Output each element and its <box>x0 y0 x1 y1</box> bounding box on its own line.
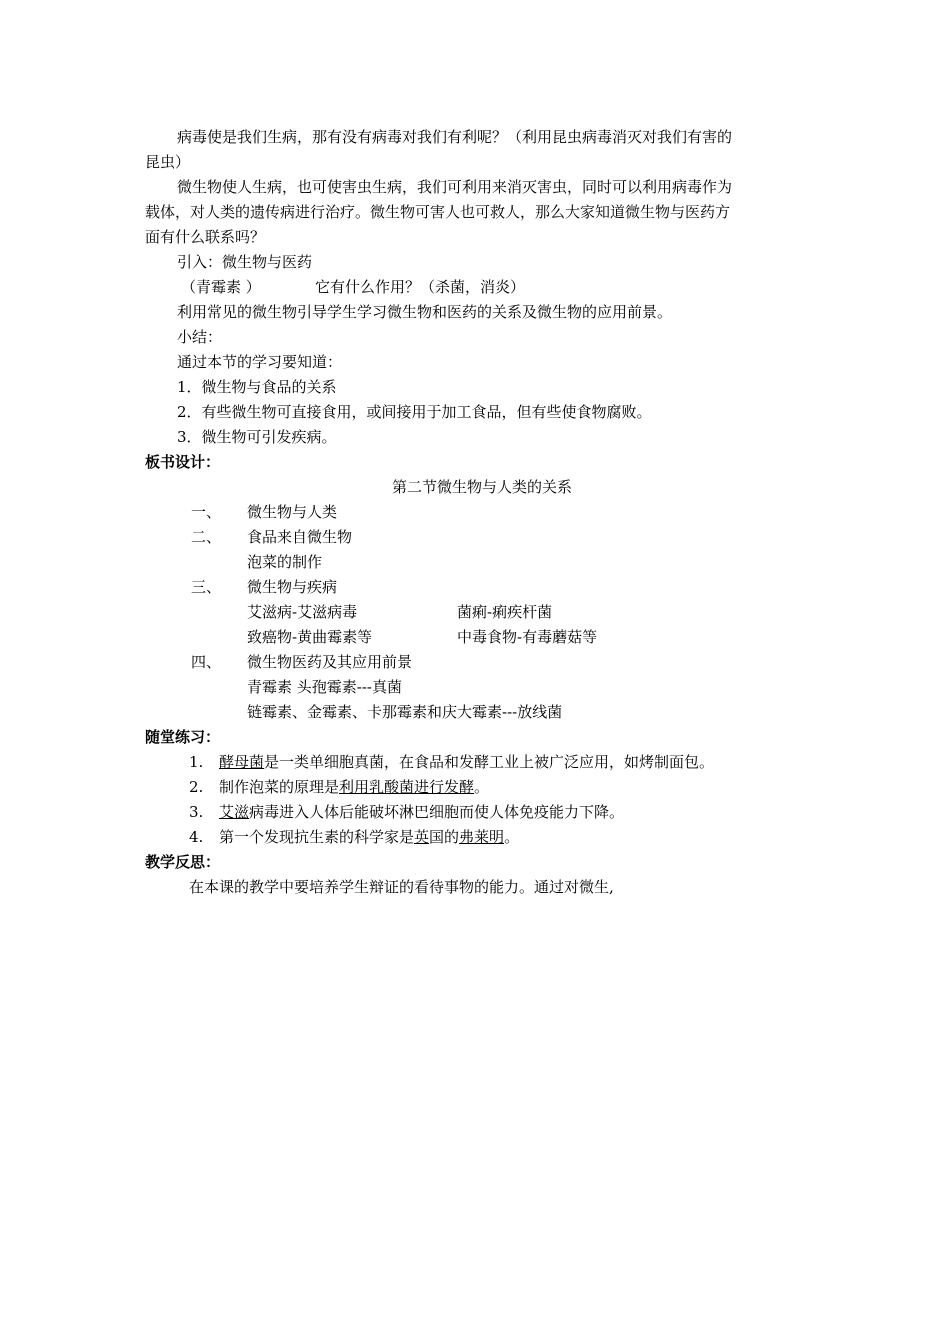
board-topic-4: 微生物医药及其应用前景 <box>247 653 413 671</box>
board-number-3: 三、 <box>191 578 222 596</box>
practice-number-3: 3. <box>189 803 204 821</box>
practice-number-4: 4. <box>189 828 204 846</box>
practice-question-4: 第一个发现抗生素的科学家是英国的弗莱明。 <box>219 828 520 846</box>
intro-paragraph-2c: 面有什么联系吗？ <box>145 228 266 246</box>
board-topic-3: 微生物与疾病 <box>247 578 338 596</box>
practice-heading: 随堂练习： <box>145 728 221 746</box>
summary-label: 小结： <box>177 328 223 346</box>
board-topic-3-aids: 艾滋病-艾滋病毒 <box>247 603 358 621</box>
board-number-1: 一、 <box>191 503 222 521</box>
reflection-heading: 教学反思： <box>145 853 221 871</box>
practice-number-1: 1. <box>189 753 204 771</box>
board-topic-3-poison: 中毒食物-有毒蘑菇等 <box>457 628 598 646</box>
practice-question-2: 制作泡菜的原理是利用乳酸菌进行发酵。 <box>219 778 490 796</box>
board-topic-4-fungi: 青霉素 头孢霉素---真菌 <box>247 678 402 696</box>
intro-paragraph-2b: 载体，对人类的遗传病进行治疗。微生物可害人也可救人，那么大家知道微生物与医药方 <box>145 203 731 221</box>
practice-number-2: 2. <box>189 778 204 796</box>
summary-item-2: 2．有些微生物可直接食用，或间接用于加工食品，但有些使食物腐败。 <box>177 403 652 421</box>
answer-aids: 艾滋 <box>219 803 250 821</box>
intro-lead-in: 引入：微生物与医药 <box>177 253 313 271</box>
practice-question-1: 酵母菌是一类单细胞真菌，在食品和发酵工业上被广泛应用，如烤制面包。 <box>219 753 715 771</box>
answer-yeast: 酵母菌 <box>219 753 265 771</box>
intro-paragraph-2a: 微生物使人生病，也可使害虫生病，我们可利用来消灭害虫，同时可以利用病毒作为 <box>177 178 733 196</box>
intro-penicillin: （青霉素 ） <box>181 278 261 296</box>
summary-item-3: 3．微生物可引发疾病。 <box>177 428 337 446</box>
board-topic-1: 微生物与人类 <box>247 503 338 521</box>
board-topic-3-dysentery: 菌痢-痢疾杆菌 <box>457 603 553 621</box>
board-number-2: 二、 <box>191 528 222 546</box>
intro-paragraph-5: 利用常见的微生物引导学生学习微生物和医药的关系及微生物的应用前景。 <box>177 303 673 321</box>
practice-question-3: 艾滋病毒进入人体后能破坏淋巴细胞而使人体免疫能力下降。 <box>219 803 625 821</box>
board-topic-3-carcinogen: 致癌物-黄曲霉素等 <box>247 628 373 646</box>
board-topic-4-actinomycetes: 链霉素、金霉素、卡那霉素和庆大霉素---放线菌 <box>247 703 563 721</box>
answer-lactic-fermentation: 利用乳酸菌进行发酵 <box>339 778 475 796</box>
intro-paragraph-1b: 昆虫） <box>145 153 191 171</box>
answer-fleming: 弗莱明 <box>459 828 505 846</box>
intro-penicillin-question: 它有什么作用？（杀菌，消炎） <box>315 278 526 296</box>
board-design-heading: 板书设计： <box>145 453 221 471</box>
summary-intro: 通过本节的学习要知道： <box>177 353 343 371</box>
board-title: 第二节微生物与人类的关系 <box>392 478 573 496</box>
summary-item-1: 1．微生物与食品的关系 <box>177 378 337 396</box>
reflection-text: 在本课的教学中要培养学生辩证的看待事物的能力。通过对微生, <box>189 878 614 896</box>
board-topic-2: 食品来自微生物 <box>247 528 353 546</box>
answer-britain: 英 <box>414 828 430 846</box>
board-topic-2-sub: 泡菜的制作 <box>247 553 323 571</box>
board-number-4: 四、 <box>191 653 222 671</box>
intro-paragraph-1a: 病毒使是我们生病，那有没有病毒对我们有利呢？（利用昆虫病毒消灭对我们有害的 <box>177 128 733 146</box>
